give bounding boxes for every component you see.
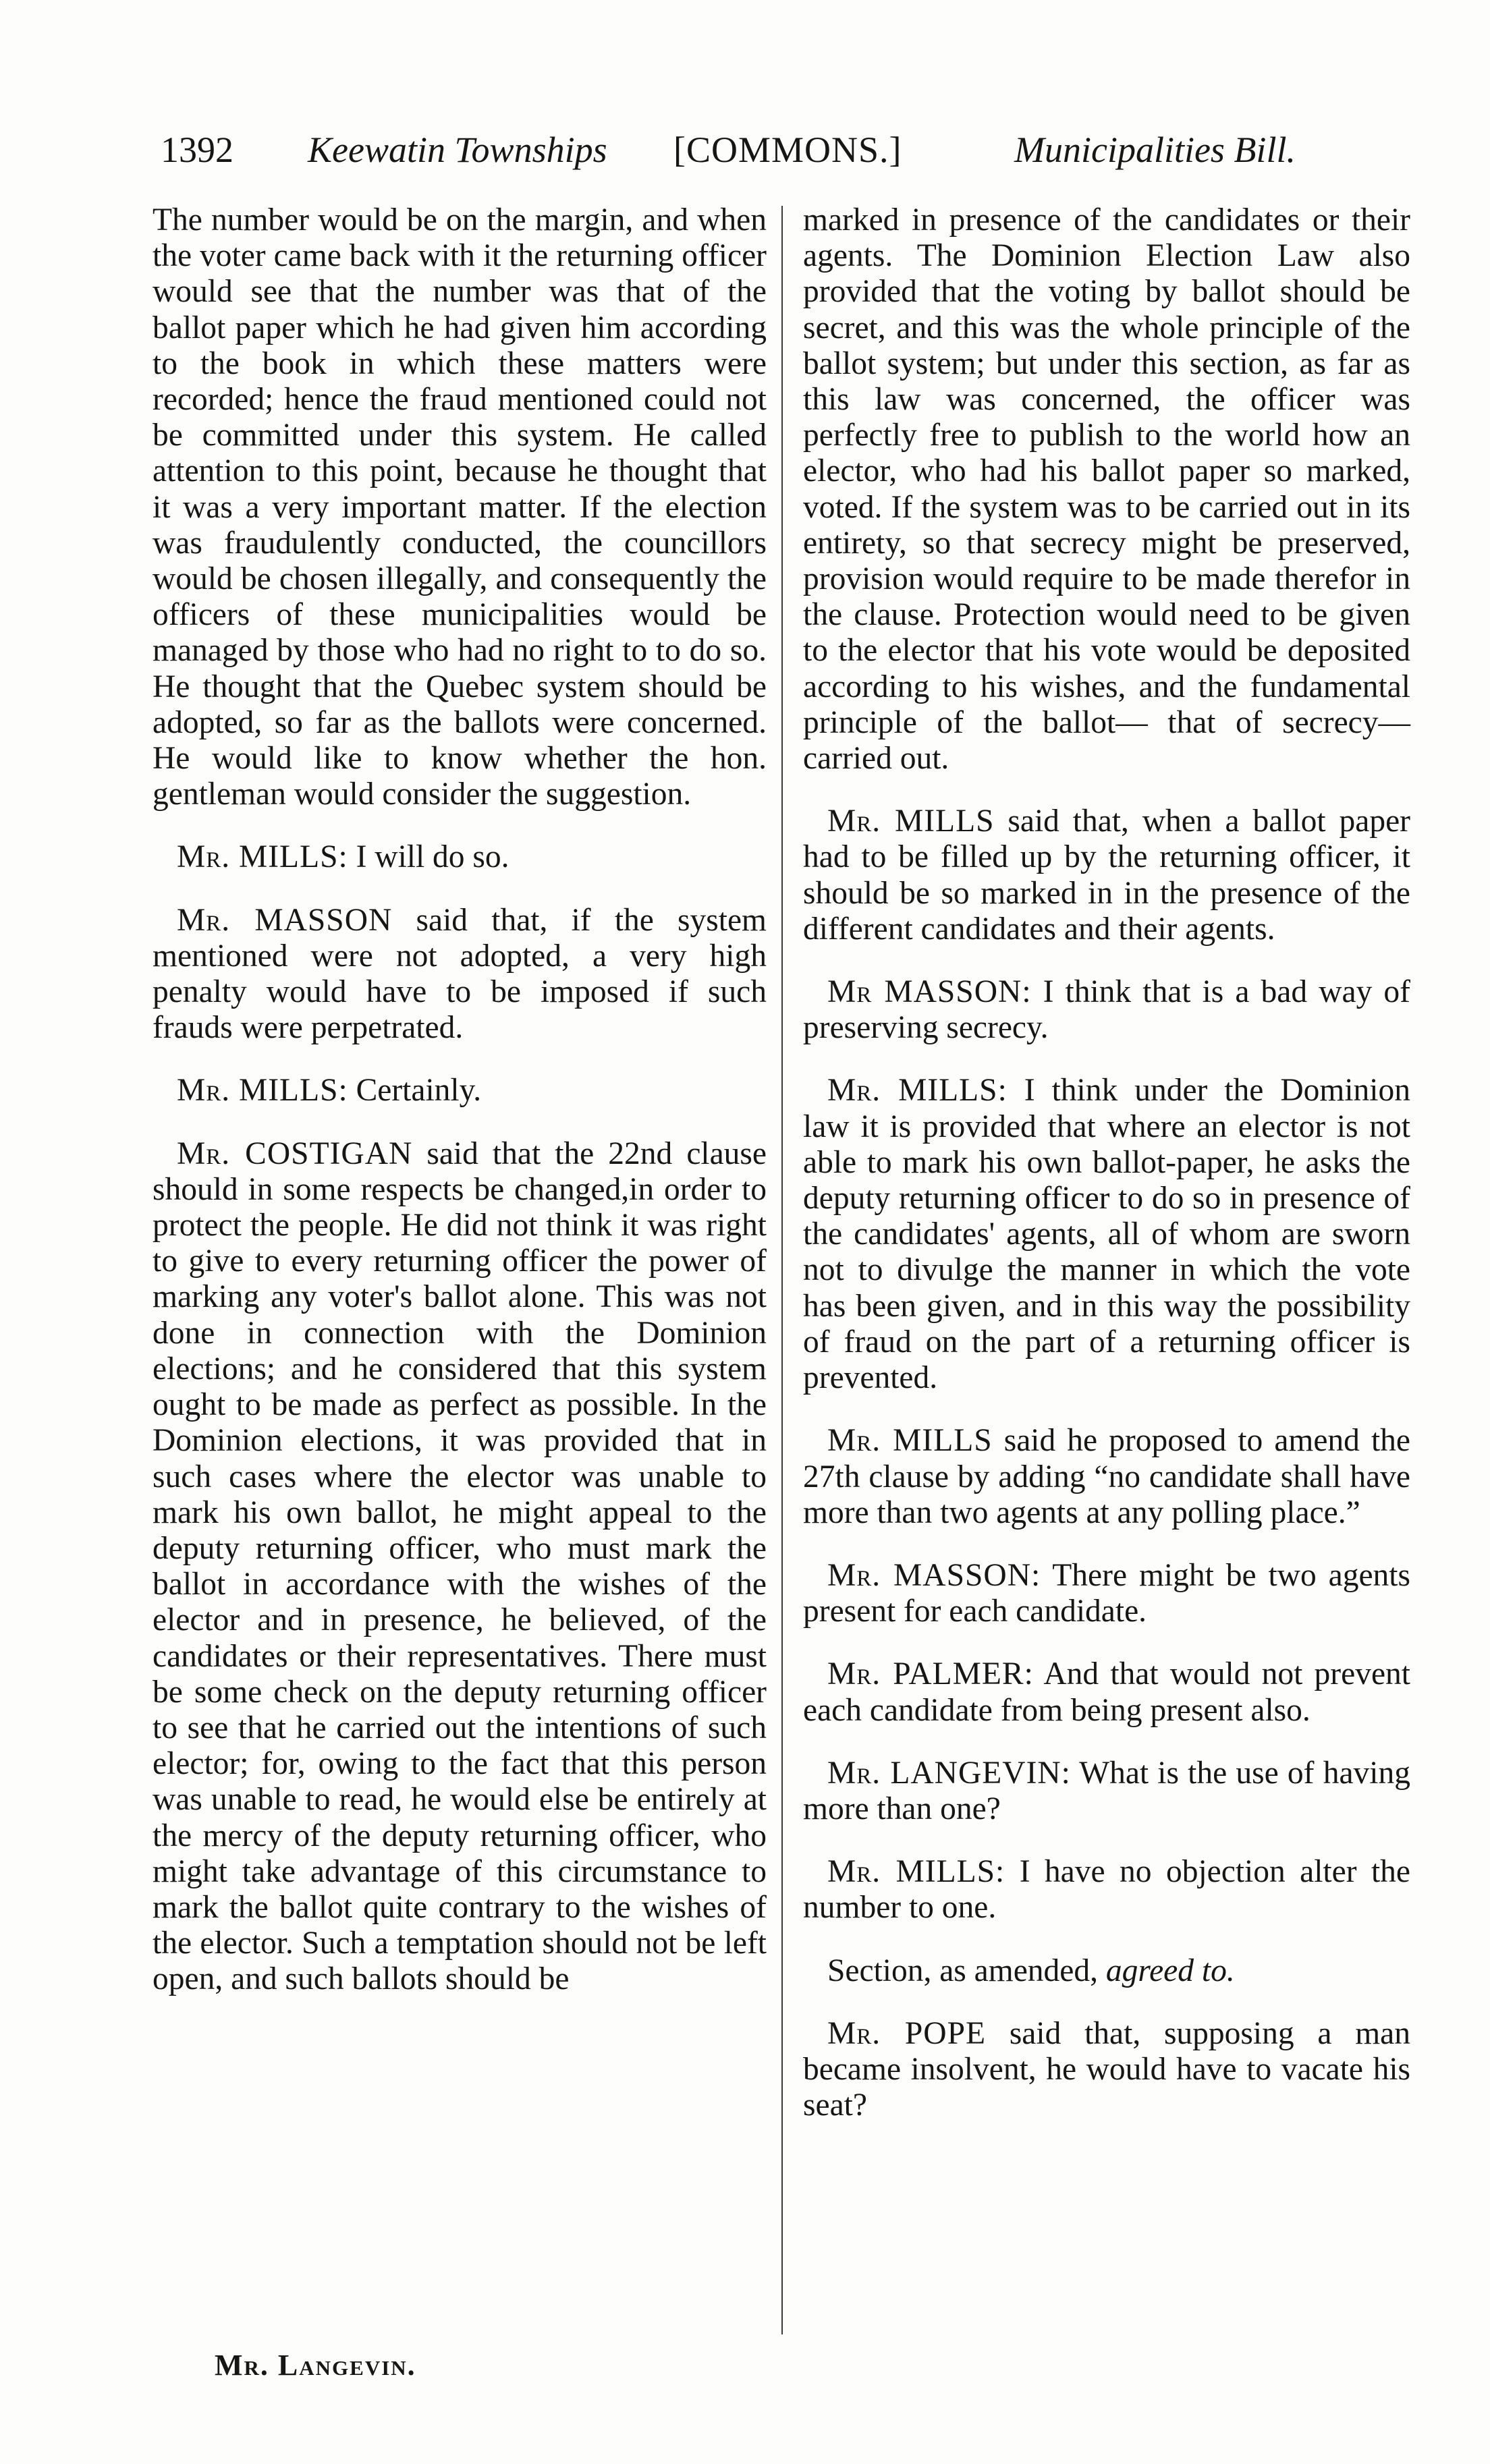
paragraph bbox=[803, 1953, 1410, 1989]
page-number: 1392 bbox=[161, 130, 233, 170]
catchword: Mr. Langevin. bbox=[215, 2349, 416, 2382]
paragraph-text: said that, supposing a man became insolvent, he would have to vacate his seat? bbox=[803, 2015, 1411, 2123]
speaker: Mr MASSON: bbox=[827, 974, 1032, 1010]
paragraph bbox=[153, 1136, 767, 1998]
speaker: Mr. MILLS: bbox=[177, 839, 348, 875]
paragraph bbox=[803, 1756, 1410, 1827]
speaker: Mr. MASSON: bbox=[827, 1557, 1041, 1593]
speaker: Mr. MILLS: bbox=[177, 1073, 348, 1109]
paragraph bbox=[153, 202, 767, 812]
paragraph-text: said that, when a ballot paper had to be filled up by the returning officer, it should be so marked in in the presence of the different candidates and their agents. bbox=[803, 804, 1410, 947]
paragraph bbox=[803, 1423, 1410, 1531]
paragraph-text: I think under the Dominion law it is provided that where an elector is not able to mark his own ballot-paper, he asks the deputy returning officer to do so in presence of the candidates' agents, all of whom are sworn not to divulge the manner in which the vote has been given, and in this way the possibility of fraud on the part of a returning officer is prevented. bbox=[803, 1073, 1410, 1396]
speaker: Mr. POPE bbox=[827, 2015, 987, 2051]
paragraph bbox=[803, 804, 1410, 947]
paragraph-text: I have no objection alter the number to one. bbox=[803, 1854, 1410, 1926]
paragraph bbox=[803, 2016, 1410, 2124]
paragraph-text: There might be two agents present for each candidate. bbox=[803, 1557, 1410, 1629]
paragraph-text: Certainly. bbox=[356, 1073, 482, 1109]
speaker: Mr. MILLS: bbox=[827, 1073, 1008, 1109]
speaker: Mr. MILLS bbox=[827, 1423, 993, 1459]
speaker: Mr. MILLS bbox=[827, 804, 995, 839]
paragraph bbox=[803, 974, 1410, 1046]
paragraph bbox=[803, 1558, 1410, 1629]
speaker: Mr. LANGEVIN: bbox=[827, 1755, 1071, 1791]
paragraph bbox=[153, 1073, 767, 1109]
paragraph bbox=[803, 1656, 1410, 1728]
header-right-title: Municipalities Bill. bbox=[1014, 130, 1296, 170]
paragraph bbox=[153, 839, 767, 875]
paragraph-text: said that the 22nd clause should in some respects be changed,in order to protect the people. He did not think it was right to give to every returning officer the power of marking any voter's ballot alone. This was not done in connection with the Dominion elections; and he considered that this system ought to be made as perfect as possible. In the Dominion elections, it was provided that in such cases where the elector was unable to mark his own ballot, he might appeal to the deputy returning officer, who must mark the ballot in accordance with the wishes of the elector and in presence, he believed, of the candidates or their representatives. There must be some check on the deputy returning officer to see that he carried out the intentions of such elector; for, owing to the fact that this person was unable to read, he would else be entirely at the mercy of the deputy returning officer, who might take advantage of this circumstance to mark the ballot quite contrary to the wishes of the elector. Such a temptation should not be left open, and such ballots should be bbox=[153, 1136, 767, 1997]
header-center-title: [COMMONS.] bbox=[673, 130, 902, 170]
speaker: Mr. MILLS: bbox=[827, 1854, 1005, 1890]
speaker: Mr. MASSON bbox=[177, 902, 393, 938]
paragraph-text: marked in presence of the candidates or their agents. The Dominion Election Law also provided that the voting by ballot should be secret, and this was the whole principle of the ballot system; but under this section, as far as this law was concerned, the officer was perfectly free to publish to the world how an elector, who had his ballot paper so marked, voted. If the system was to be carried out in its entirety, so that secrecy might be preserved, provision would require to be made therefor in the clause. Protection would need to be given to the elector that his vote would be deposited according to his wishes, and the fundamental principle of the ballot— that of secrecy—carried out. bbox=[803, 202, 1410, 777]
running-header bbox=[161, 123, 1308, 177]
paragraph-text: I will do so. bbox=[356, 839, 509, 875]
paragraph-text: And that would not prevent each candidate from being present also. bbox=[803, 1656, 1410, 1728]
speaker: Mr. COSTIGAN bbox=[177, 1136, 413, 1171]
paragraph-text: Section, as amended, bbox=[827, 1953, 1098, 1988]
column-divider bbox=[781, 206, 783, 2334]
header-left-title: Keewatin Townships bbox=[308, 130, 607, 170]
paragraph bbox=[803, 1073, 1410, 1396]
paragraph-text: The number would be on the margin, and when the voter came back with it the returning officer would see that the number was that of the ballot paper which he had given him according to the book in which these matters were recorded; hence the fraud mentioned could not be committed under this system. He called attention to this point, because he thought that it was a very important matter. If the election was fraudulently conducted, the councillors would be chosen illegally, and consequently the officers of these municipalities would be managed by those who had no right to to do so. He thought that the Quebec system should be adopted, so far as the ballots were concerned. He would like to know whether the hon. gentleman would consider the suggestion. bbox=[153, 202, 767, 812]
paragraph-text: What is the use of having more than one? bbox=[803, 1755, 1410, 1826]
paragraph-text: I think that is a bad way of preserving secrecy. bbox=[803, 974, 1410, 1046]
italic-text: agreed to. bbox=[1105, 1953, 1235, 1988]
paragraph bbox=[803, 1854, 1410, 1926]
right-column bbox=[803, 202, 1410, 2150]
speaker: Mr. PALMER: bbox=[827, 1656, 1034, 1692]
paragraph bbox=[803, 202, 1410, 777]
paragraph bbox=[153, 903, 767, 1046]
paragraph-text: said that, if the system mentioned were not adopted, a very high penalty would have to be imposed if such frauds were perpetrated. bbox=[153, 902, 767, 1046]
left-column bbox=[153, 202, 767, 2025]
paragraph-text: said he proposed to amend the 27th clause by adding “no candidate shall have more than two agents at any polling place.” bbox=[803, 1423, 1411, 1530]
